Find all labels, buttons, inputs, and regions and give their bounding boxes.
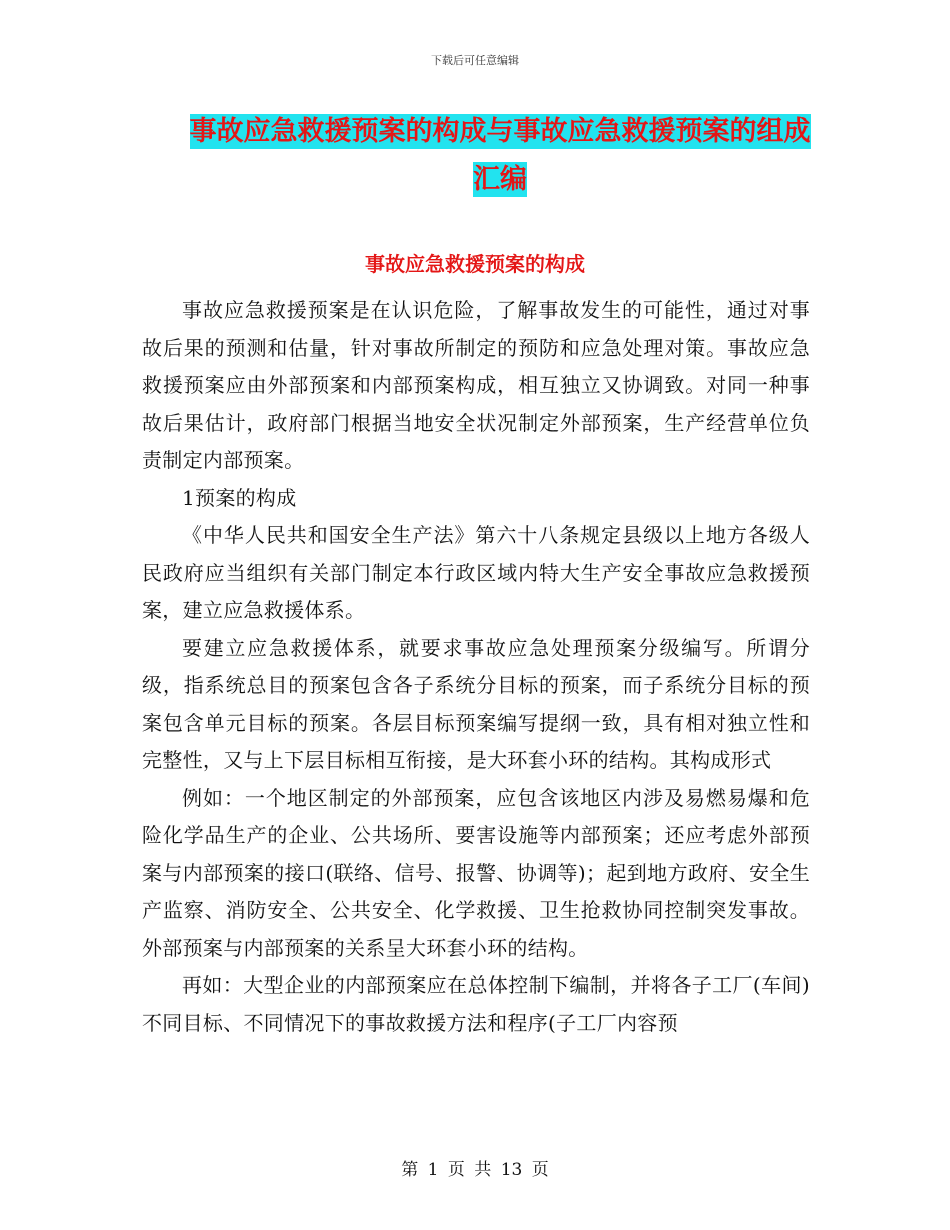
document-title <box>140 108 860 204</box>
paragraph-law: 《中华人民共和国安全生产法》第六十八条规定县级以上地方各级人民政府应当组织有关部门制定本行政区域内特大生产安全事故应急救援预案，建立应急救援体系。 <box>142 523 810 622</box>
body-text <box>142 292 810 1042</box>
page-footer: 第 1 页 共 13 页 <box>401 1160 549 1180</box>
paragraph-example-enterprise: 再如：大型企业的内部预案应在总体控制下编制，并将各子工厂(车间)不同目标、不同情况下的事故救援方法和程序(子工厂内容预 <box>142 973 810 1035</box>
paragraph-subheading: 1预案的构成 <box>182 485 297 510</box>
document-title-line-2: 汇编 <box>473 164 527 195</box>
header-note: 下载后可任意编辑 <box>431 54 519 67</box>
document-title-line-1: 事故应急救援预案的构成与事故应急救援预案的组成 <box>189 116 811 147</box>
paragraph-hierarchy: 要建立应急救援体系，就要求事故应急处理预案分级编写。所谓分级，指系统总目的预案包含各子系统分目标的预案，而子系统分目标的预案包含单元目标的预案。各层目标预案编写提纲一致，具有相对独立性和完整性，又与上下层目标相互衔接，是大环套小环的结构。其构成形式 <box>142 635 810 772</box>
paragraph-intro: 事故应急救援预案是在认识危险，了解事故发生的可能性，通过对事故后果的预测和估量，针对事故所制定的预防和应急处理对策。事故应急救援预案应由外部预案和内部预案构成，相互独立又协调致。对同一种事故后果估计，政府部门根据当地安全状况制定外部预案，生产经营单位负责制定内部预案。 <box>142 298 810 472</box>
paragraph-example-region: 例如：一个地区制定的外部预案，应包含该地区内涉及易燃易爆和危险化学品生产的企业、公共场所、要害设施等内部预案；还应考虑外部预案与内部预案的接口(联络、信号、报警、协调等)；起到地方政府、安全生产监察、消防安全、公共安全、化学救援、卫生抢救协同控制突发事故。外部预案与内部预案的关系呈大环套小环的结构。 <box>142 785 810 960</box>
section-title: 事故应急救援预案的构成 <box>365 252 585 276</box>
